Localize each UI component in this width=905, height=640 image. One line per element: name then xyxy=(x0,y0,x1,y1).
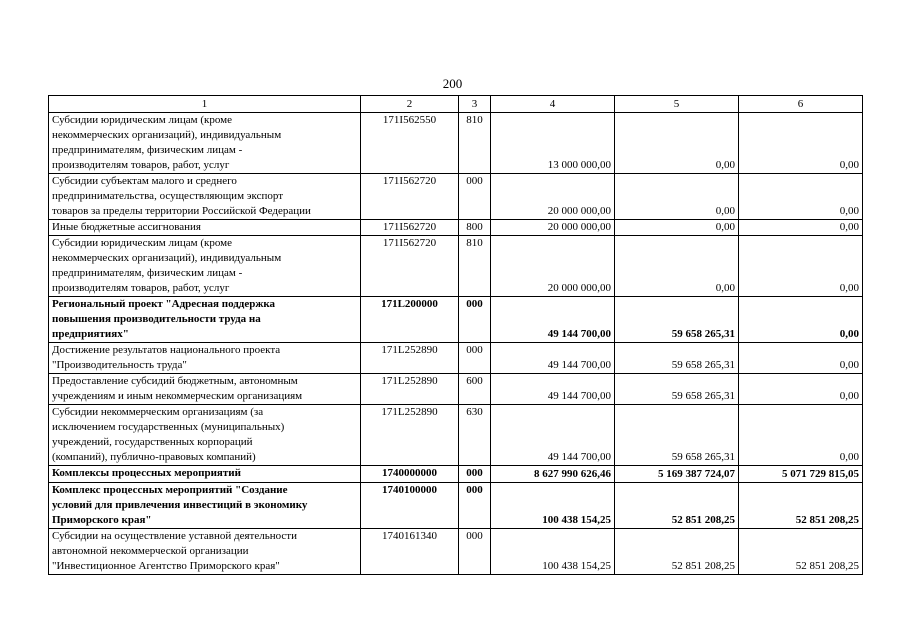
row-name: Субсидии на осуществление уставной деятельности автономной некоммерческой организации "Инвестиционное Агентство Приморского края" xyxy=(49,529,361,575)
row-value-4: 100 438 154,25 xyxy=(491,483,615,529)
row-value-5: 52 851 208,25 xyxy=(615,483,739,529)
row-value-5: 59 658 265,31 xyxy=(615,297,739,343)
header-col-2: 2 xyxy=(361,96,459,113)
row-type: 600 xyxy=(459,374,491,405)
row-value-5: 0,00 xyxy=(615,174,739,220)
table-row xyxy=(49,466,863,483)
row-code: 1740000000 xyxy=(361,466,459,483)
row-value-5: 0,00 xyxy=(615,113,739,174)
row-value-6: 0,00 xyxy=(739,236,863,297)
header-col-5: 5 xyxy=(615,96,739,113)
row-name: Достижение результатов национального проекта "Производительность труда" xyxy=(49,343,361,374)
row-type: 000 xyxy=(459,174,491,220)
row-type: 000 xyxy=(459,297,491,343)
table-row xyxy=(49,297,863,343)
row-type: 810 xyxy=(459,113,491,174)
header-col-6: 6 xyxy=(739,96,863,113)
budget-table xyxy=(48,95,863,575)
row-name: Субсидии субъектам малого и среднего предпринимательства, осуществляющим экспорт товаров за пределы территории Российской Федерации xyxy=(49,174,361,220)
row-value-6: 0,00 xyxy=(739,220,863,236)
table-row xyxy=(49,113,863,174)
row-type: 000 xyxy=(459,466,491,483)
row-value-6: 0,00 xyxy=(739,374,863,405)
table-row xyxy=(49,374,863,405)
row-value-6: 0,00 xyxy=(739,405,863,466)
row-name: Субсидии некоммерческим организациям (за исключением государственных (муниципальных) учреждений, государственных корпораций (компаний), публично-правовых компаний) xyxy=(49,405,361,466)
row-value-4: 49 144 700,00 xyxy=(491,374,615,405)
row-code: 171I562720 xyxy=(361,236,459,297)
page-number: 200 xyxy=(442,76,463,91)
row-name: Комплексы процессных мероприятий xyxy=(49,466,361,483)
row-value-4: 49 144 700,00 xyxy=(491,405,615,466)
table-row xyxy=(49,174,863,220)
row-name: Предоставление субсидий бюджетным, автономным учреждениям и иным некоммерческим организациям xyxy=(49,374,361,405)
row-value-4: 20 000 000,00 xyxy=(491,174,615,220)
row-type: 000 xyxy=(459,529,491,575)
row-code: 171I562550 xyxy=(361,113,459,174)
row-value-4: 13 000 000,00 xyxy=(491,113,615,174)
table-row xyxy=(49,405,863,466)
row-code: 171L252890 xyxy=(361,374,459,405)
row-code: 171L252890 xyxy=(361,405,459,466)
row-name: Комплекс процессных мероприятий "Создание условий для привлечения инвестиций в экономику Приморского края" xyxy=(49,483,361,529)
header-col-3: 3 xyxy=(459,96,491,113)
row-value-4: 49 144 700,00 xyxy=(491,297,615,343)
row-value-4: 100 438 154,25 xyxy=(491,529,615,575)
row-code: 171I562720 xyxy=(361,174,459,220)
row-value-4: 20 000 000,00 xyxy=(491,236,615,297)
row-name: Субсидии юридическим лицам (кроме некоммерческих организаций), индивидуальным предпринимателям, физическим лицам - производителям товаров, работ, услуг xyxy=(49,236,361,297)
row-type: 000 xyxy=(459,483,491,529)
row-value-6: 0,00 xyxy=(739,343,863,374)
row-value-6: 5 071 729 815,05 xyxy=(739,466,863,483)
row-value-6: 0,00 xyxy=(739,297,863,343)
row-code: 1740161340 xyxy=(361,529,459,575)
row-name: Региональный проект "Адресная поддержка повышения производительности труда на предприятиях" xyxy=(49,297,361,343)
row-code: 171I562720 xyxy=(361,220,459,236)
row-value-6: 0,00 xyxy=(739,113,863,174)
row-type: 000 xyxy=(459,343,491,374)
row-code: 171L252890 xyxy=(361,343,459,374)
row-value-5: 5 169 387 724,07 xyxy=(615,466,739,483)
row-value-5: 59 658 265,31 xyxy=(615,374,739,405)
row-value-4: 49 144 700,00 xyxy=(491,343,615,374)
row-type: 800 xyxy=(459,220,491,236)
row-type: 630 xyxy=(459,405,491,466)
row-type: 810 xyxy=(459,236,491,297)
table-row xyxy=(49,343,863,374)
row-value-5: 52 851 208,25 xyxy=(615,529,739,575)
row-value-6: 52 851 208,25 xyxy=(739,529,863,575)
table-row xyxy=(49,220,863,236)
row-code: 1740100000 xyxy=(361,483,459,529)
table-row xyxy=(49,529,863,575)
row-code: 171L200000 xyxy=(361,297,459,343)
table-row xyxy=(49,236,863,297)
table-row xyxy=(49,483,863,529)
row-name: Иные бюджетные ассигнования xyxy=(49,220,361,236)
row-value-5: 0,00 xyxy=(615,220,739,236)
header-col-4: 4 xyxy=(491,96,615,113)
header-col-1: 1 xyxy=(49,96,361,113)
row-value-4: 20 000 000,00 xyxy=(491,220,615,236)
row-value-6: 0,00 xyxy=(739,174,863,220)
row-value-5: 0,00 xyxy=(615,236,739,297)
row-value-5: 59 658 265,31 xyxy=(615,343,739,374)
row-name: Субсидии юридическим лицам (кроме некоммерческих организаций), индивидуальным предпринимателям, физическим лицам - производителям товаров, работ, услуг xyxy=(49,113,361,174)
table-header-row xyxy=(49,96,863,113)
row-value-6: 52 851 208,25 xyxy=(739,483,863,529)
row-value-5: 59 658 265,31 xyxy=(615,405,739,466)
row-value-4: 8 627 990 626,46 xyxy=(491,466,615,483)
